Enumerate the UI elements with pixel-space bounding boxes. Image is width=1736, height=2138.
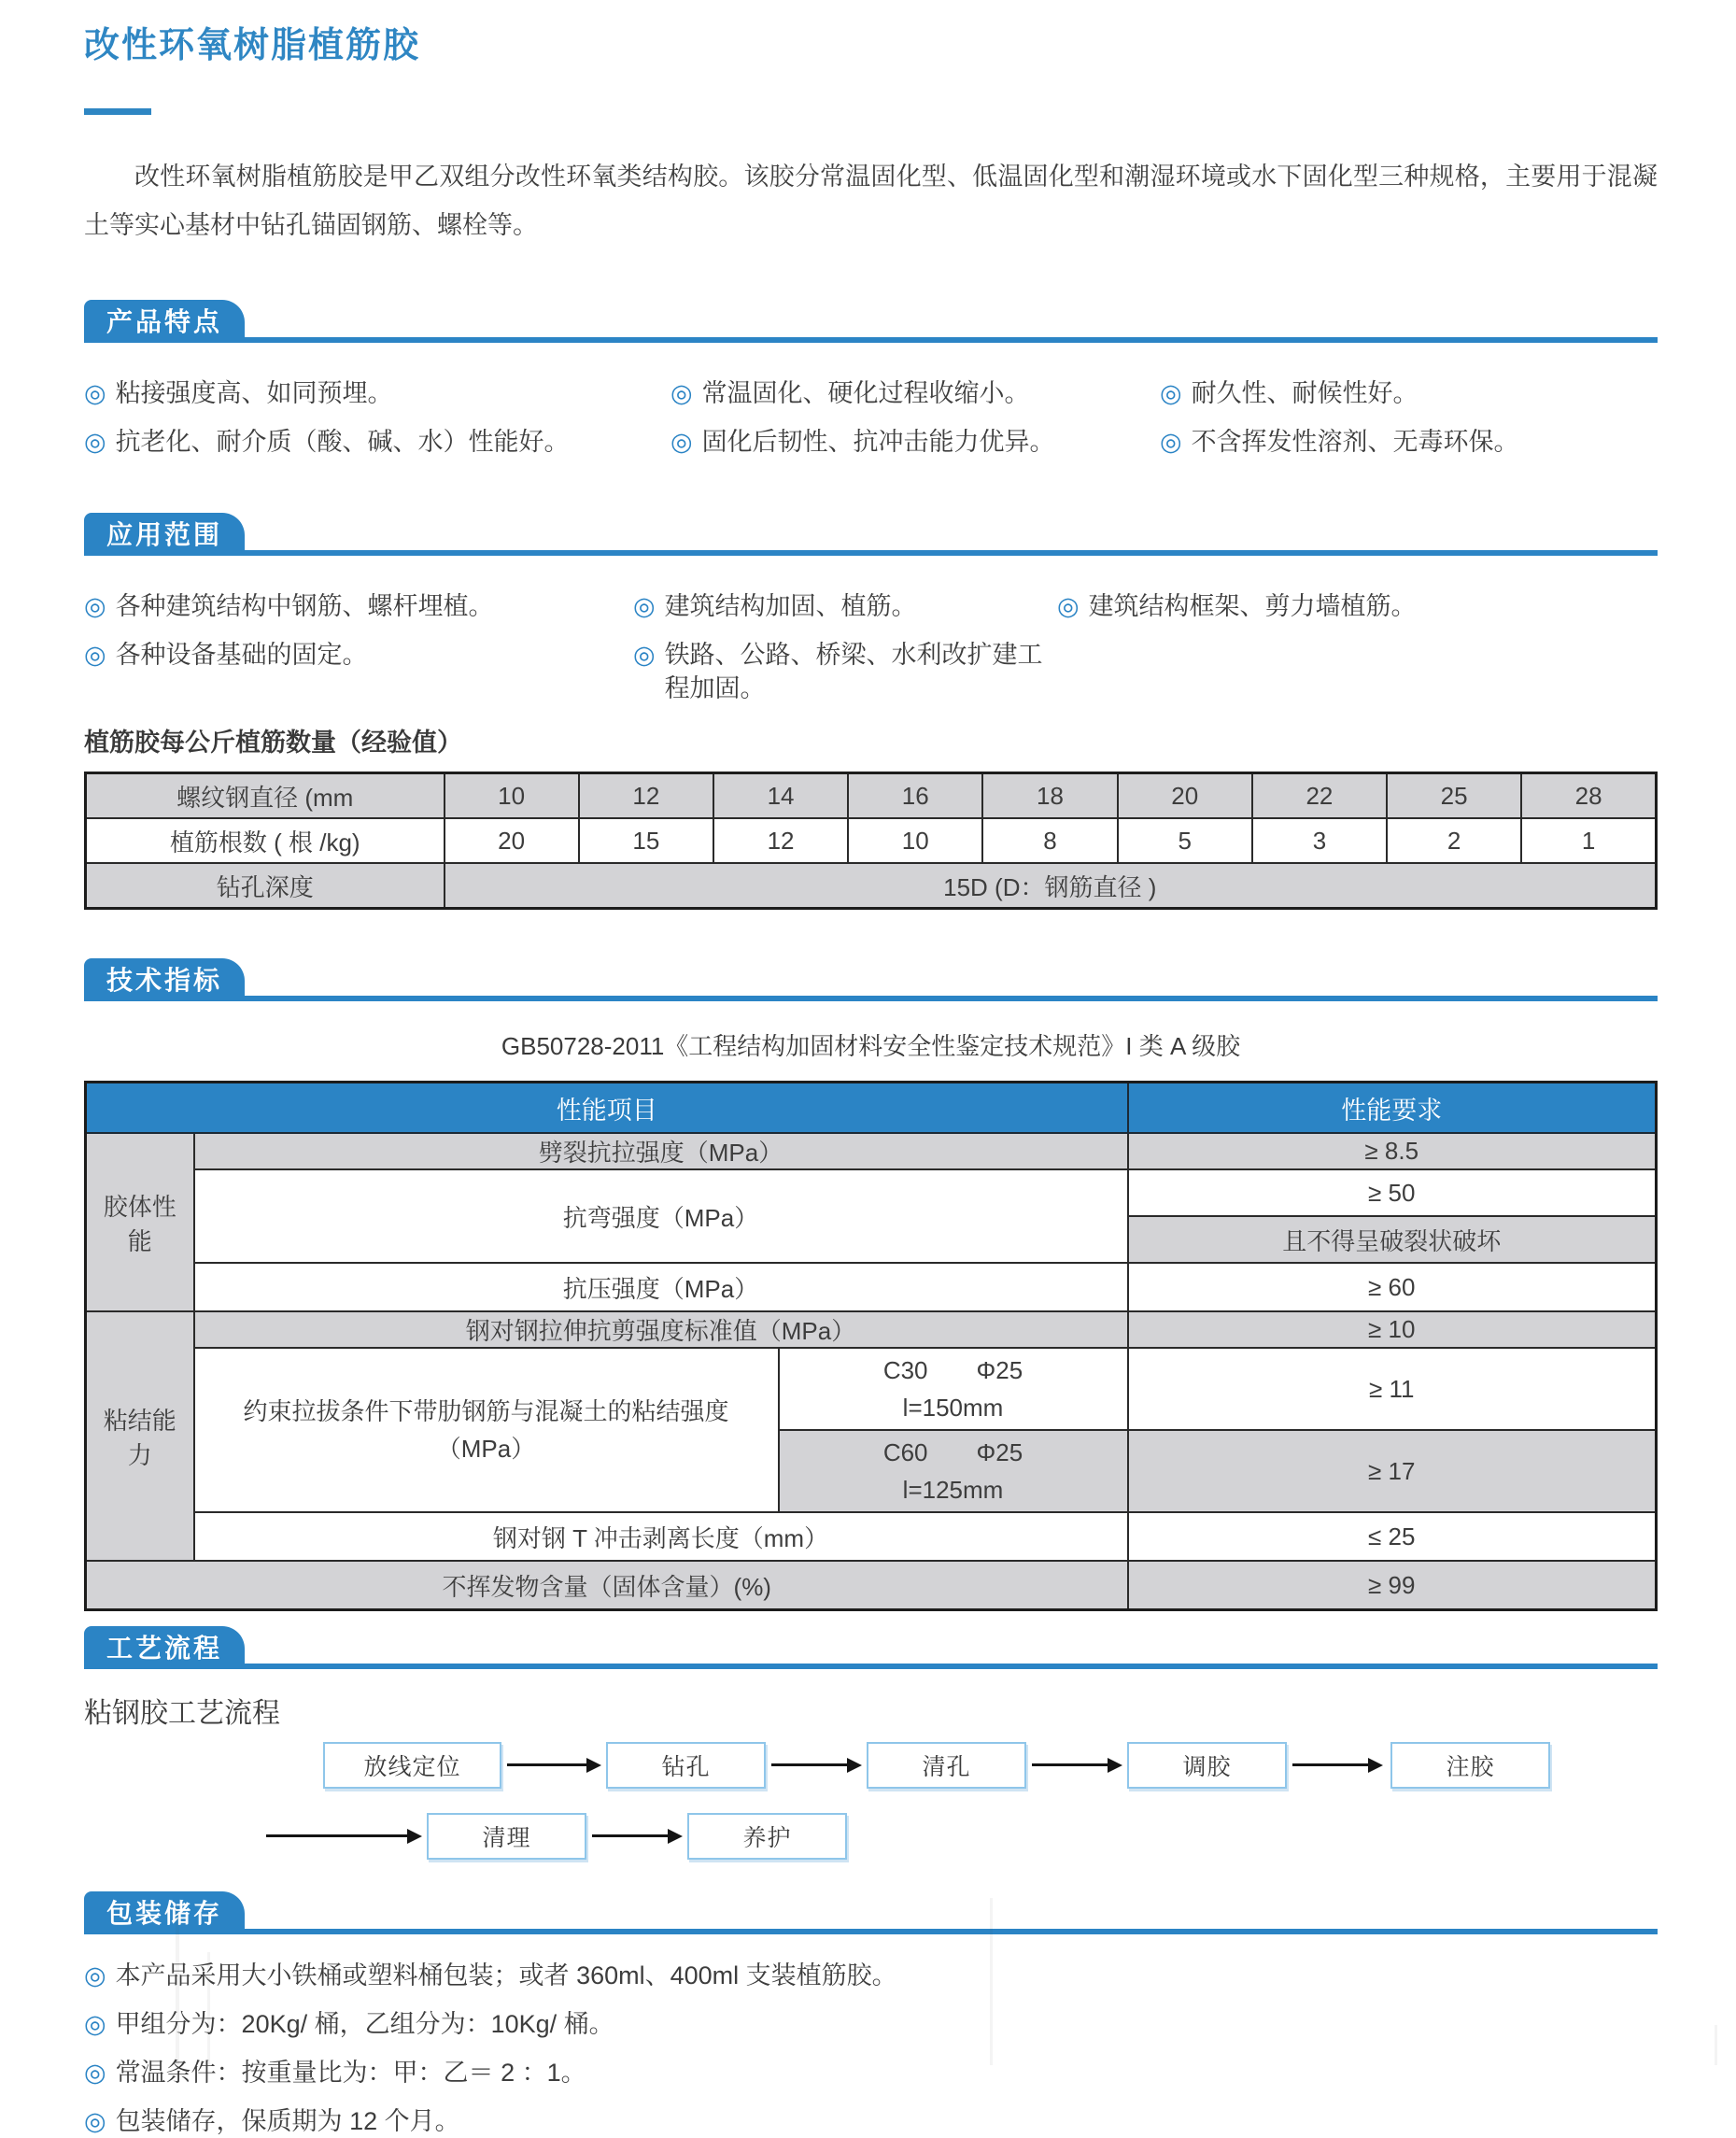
bullet-icon: ◎ [1057, 592, 1080, 620]
bullet-icon: ◎ [84, 2010, 106, 2038]
bullet-icon: ◎ [84, 1961, 106, 1989]
table-row [86, 1561, 1657, 1610]
cell: 16 [848, 773, 982, 819]
property-label: 不挥发物含量（固体含量）(%) [86, 1561, 1128, 1610]
bullet-icon: ◎ [84, 2059, 106, 2087]
bullet-icon: ◎ [84, 592, 106, 620]
feature-text: 不含挥发性溶剂、无毒环保。 [1191, 428, 1519, 456]
property-label: 抗压强度（MPa） [194, 1263, 1128, 1311]
list-item [84, 638, 633, 705]
requirement-value: ≥ 60 [1128, 1263, 1657, 1311]
flow-step: 养护 [687, 1813, 847, 1860]
cell: 25 [1387, 773, 1521, 819]
watermark-artifact [1715, 2025, 1717, 2065]
table-row [86, 1512, 1657, 1561]
features-list [84, 376, 1658, 459]
row-header: 植筋根数 ( 根 /kg) [86, 818, 445, 863]
rebar-table-caption: 植筋胶每公斤植筋数量（经验值） [84, 729, 462, 757]
banner-rule [84, 996, 1658, 1001]
list-item [84, 376, 670, 410]
cell: 15 [579, 818, 713, 863]
bullet-icon: ◎ [633, 641, 656, 669]
intro-paragraph: 改性环氧树脂植筋胶是甲乙双组分改性环氧类结构胶。该胶分常温固化型、低温固化型和潮湿环境或水下固化型三种规格，主要用于混凝土等实心基材中钻孔锚固钢筋、螺栓等。 [84, 163, 1658, 239]
application-text: 建筑结构加固、植筋。 [664, 592, 917, 620]
list-item [1160, 425, 1658, 459]
property-label: 钢对钢拉伸抗剪强度标准值（MPa） [194, 1311, 1128, 1348]
page-title: 改性环氧树脂植筋胶 [84, 26, 421, 65]
list-item [633, 589, 1057, 623]
property-label: 抗弯强度（MPa） [194, 1169, 1128, 1263]
property-label: 钢对钢 T 冲击剥离长度（mm） [194, 1512, 1128, 1561]
flow-step: 清孔 [867, 1742, 1026, 1789]
section-heading-specs: 技术指标 [84, 958, 245, 1001]
application-text: 各种设备基础的固定。 [115, 641, 368, 669]
watermark-artifact [990, 1898, 993, 2065]
rebar-quantity-table [84, 772, 1658, 910]
table-row [86, 1169, 1657, 1216]
flow-step: 清理 [427, 1813, 586, 1860]
condition-line: C30 Φ25 [882, 1356, 1023, 1384]
property-label: 劈裂抗拉强度（MPa） [194, 1133, 1128, 1169]
arrow-right-icon [1292, 1763, 1369, 1766]
banner-rule [84, 1664, 1658, 1669]
property-label: 约束拉拔条件下带肋钢筋与混凝土的粘结强度（MPa） [194, 1348, 779, 1512]
arrow-right-icon [592, 1834, 669, 1837]
packaging-text: 甲组分为：20Kg/ 桶，乙组分为：10Kg/ 桶。 [115, 2010, 614, 2038]
bullet-icon: ◎ [84, 379, 106, 407]
cell: 3 [1252, 818, 1387, 863]
condition-line: C60 Φ25 [882, 1438, 1023, 1466]
list-item [84, 1959, 1658, 1992]
cell: 18 [982, 773, 1117, 819]
requirement-value: ≥ 99 [1128, 1561, 1657, 1610]
watermark-artifact [176, 1905, 179, 2065]
bullet-icon: ◎ [670, 379, 693, 407]
bullet-icon: ◎ [84, 2107, 106, 2135]
application-text: 各种建筑结构中钢筋、螺杆埋植。 [115, 592, 494, 620]
requirement-value: ≥ 8.5 [1128, 1133, 1657, 1169]
section-heading-process: 工艺流程 [84, 1626, 245, 1669]
requirement-value: ≥ 10 [1128, 1311, 1657, 1348]
cell: 12 [579, 773, 713, 819]
flow-step: 放线定位 [323, 1742, 501, 1789]
watermark-artifact [207, 1952, 210, 2065]
cell: 12 [713, 818, 848, 863]
cell: 20 [1118, 773, 1252, 819]
packaging-text: 常温条件：按重量比为：甲：乙＝ 2 ：1。 [115, 2059, 586, 2087]
list-item [84, 425, 670, 459]
cell: 5 [1118, 818, 1252, 863]
cell: 15D (D：钢筋直径 ) [445, 863, 1657, 909]
table-row [86, 1263, 1657, 1311]
applications-list [84, 589, 1658, 705]
feature-text: 常温固化、硬化过程收缩小。 [701, 379, 1030, 407]
condition-line: l=150mm [902, 1394, 1004, 1422]
cell: 20 [445, 818, 579, 863]
feature-text: 粘接强度高、如同预埋。 [115, 379, 393, 407]
cell: 8 [982, 818, 1117, 863]
group-header: 胶体性能 [86, 1133, 194, 1311]
condition-cell [779, 1348, 1128, 1430]
spec-table [84, 1081, 1658, 1611]
condition-cell [779, 1430, 1128, 1512]
feature-text: 固化后韧性、抗冲击能力优异。 [701, 428, 1055, 456]
table-row [86, 863, 1657, 909]
feature-text: 抗老化、耐介质（酸、碱、水）性能好。 [115, 428, 570, 456]
table-row [86, 1348, 1657, 1430]
table-row [86, 1311, 1657, 1348]
requirement-value: ≥ 50 [1128, 1169, 1657, 1216]
list-item [633, 638, 1057, 705]
cell: 14 [713, 773, 848, 819]
section-heading-applications: 应用范围 [84, 513, 245, 556]
application-text: 铁路、公路、桥梁、水利改扩建工程加固。 [664, 641, 1043, 702]
process-flowchart [84, 1734, 1658, 1876]
bullet-icon: ◎ [633, 592, 656, 620]
row-header: 钻孔深度 [86, 863, 445, 909]
list-item [84, 2056, 1658, 2089]
banner-rule [84, 1929, 1658, 1934]
requirement-note: 且不得呈破裂状破坏 [1128, 1216, 1657, 1263]
column-header: 性能项目 [86, 1083, 1128, 1134]
list-item [1057, 589, 1658, 623]
requirement-value: ≤ 25 [1128, 1512, 1657, 1561]
condition-line: l=125mm [902, 1476, 1004, 1504]
cell: 22 [1252, 773, 1387, 819]
standard-caption: GB50728-2011《工程结构加固材料安全性鉴定技术规范》I 类 A 级胶 [501, 1032, 1241, 1060]
table-row [86, 773, 1657, 819]
cell: 10 [445, 773, 579, 819]
list-item [84, 589, 633, 623]
list-item [84, 2007, 1658, 2041]
cell: 28 [1521, 773, 1656, 819]
row-header: 螺纹钢直径 (mm [86, 773, 445, 819]
arrow-right-icon [266, 1834, 408, 1837]
packaging-text: 包装储存，保质期为 12 个月。 [115, 2107, 460, 2135]
cell: 2 [1387, 818, 1521, 863]
list-item [1160, 376, 1658, 410]
table-header-row [86, 1083, 1657, 1134]
table-row [86, 818, 1657, 863]
flow-step: 调胶 [1127, 1742, 1287, 1789]
banner-rule [84, 337, 1658, 343]
banner-rule [84, 550, 1658, 556]
section-banner-packaging [84, 1891, 1658, 1934]
list-item [670, 425, 1160, 459]
section-heading-features: 产品特点 [84, 300, 245, 343]
bullet-icon: ◎ [84, 641, 106, 669]
requirement-value: ≥ 17 [1128, 1430, 1657, 1512]
section-heading-packaging: 包装储存 [84, 1891, 245, 1934]
flow-step: 钻孔 [606, 1742, 766, 1789]
cell: 10 [848, 818, 982, 863]
packaging-text: 本产品采用大小铁桶或塑料桶包装；或者 360ml、400ml 支装植筋胶。 [115, 1961, 897, 1989]
title-underline-dash [84, 108, 151, 115]
section-banner-features [84, 300, 1658, 343]
group-header: 粘结能力 [86, 1311, 194, 1561]
column-header: 性能要求 [1128, 1083, 1657, 1134]
table-row [86, 1133, 1657, 1169]
requirement-value: ≥ 11 [1128, 1348, 1657, 1430]
arrow-right-icon [1032, 1763, 1108, 1766]
arrow-right-icon [507, 1763, 587, 1766]
bullet-icon: ◎ [1160, 428, 1182, 456]
section-banner-applications [84, 513, 1658, 556]
bullet-icon: ◎ [670, 428, 693, 456]
list-item [670, 376, 1160, 410]
cell: 1 [1521, 818, 1656, 863]
section-banner-specs [84, 958, 1658, 1001]
section-banner-process [84, 1626, 1658, 1669]
application-text: 建筑结构框架、剪力墙植筋。 [1088, 592, 1417, 620]
bullet-icon: ◎ [1160, 379, 1182, 407]
list-item [84, 2104, 1658, 2138]
arrow-right-icon [771, 1763, 848, 1766]
flow-step: 注胶 [1390, 1742, 1550, 1789]
packaging-list [84, 1959, 1658, 2138]
process-subtitle: 粘钢胶工艺流程 [84, 1698, 280, 1729]
bullet-icon: ◎ [84, 428, 106, 456]
feature-text: 耐久性、耐候性好。 [1191, 379, 1418, 407]
